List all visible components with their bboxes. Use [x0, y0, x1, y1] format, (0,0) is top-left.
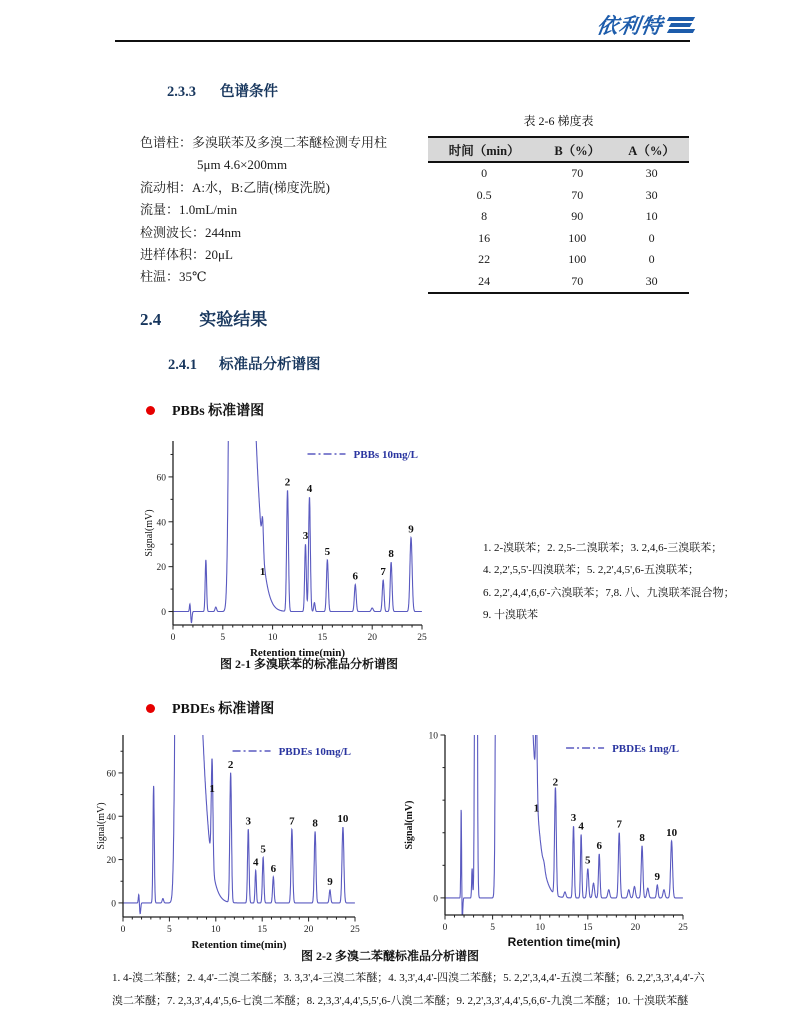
svg-text:5: 5	[220, 633, 226, 643]
peak-legend-line: 6. 2,2',4,4',6,6'-六溴联苯；7,8. 八、九溴联苯混合物；	[483, 586, 735, 599]
peak-label: 6	[352, 570, 359, 583]
pbbs-bullet-item	[146, 400, 264, 420]
chromatography-conditions	[140, 132, 440, 289]
table-row	[428, 271, 689, 294]
y-axis-label: Signal(mV)	[404, 800, 415, 850]
figure2-caption: 图 2-2 多溴二苯醚标准品分析谱图	[301, 949, 479, 963]
logo-text: 依利特	[595, 15, 665, 38]
condition-line: 5μm 4.6×200mm	[197, 157, 288, 173]
condition-line: 流动相：A:水，B:乙腈(梯度洗脱)	[140, 179, 330, 195]
table-row	[428, 185, 689, 207]
peak-label: 7	[289, 815, 295, 828]
table-cell: 22	[478, 252, 491, 267]
x-axis-label: Retention time(min)	[191, 939, 287, 951]
peak-label: 6	[596, 839, 602, 852]
svg-text:60: 60	[156, 473, 166, 484]
pbdes-compound-list	[112, 967, 794, 1013]
peak-label: 5	[260, 843, 266, 856]
peak-label: 1	[209, 782, 215, 795]
peak-label: 4	[306, 483, 313, 496]
peak-label: 3	[245, 815, 252, 828]
svg-text:15: 15	[583, 923, 593, 933]
peak-label: 4	[252, 856, 259, 869]
pbbs-chromatogram	[143, 427, 475, 670]
x-axis-label: Retention time(min)	[507, 935, 621, 949]
svg-text:5: 5	[490, 923, 495, 933]
peak-label: 4	[578, 820, 584, 833]
table-row	[428, 249, 689, 271]
table-row	[428, 206, 689, 228]
table-cell: 100	[568, 252, 587, 267]
svg-text:10: 10	[211, 925, 221, 935]
svg-text:20: 20	[630, 923, 641, 933]
svg-text:40: 40	[156, 518, 166, 529]
condition-line: 检测波长：244nm	[140, 224, 242, 240]
peak-label: 9	[327, 875, 333, 888]
column-header: A（%）	[614, 137, 689, 162]
svg-text:0: 0	[442, 923, 448, 933]
table-cell: 100	[568, 230, 587, 245]
svg-text:25: 25	[678, 923, 688, 933]
section-heading-24	[140, 305, 267, 330]
gradient-table-body	[428, 162, 689, 293]
section-heading-233	[167, 80, 278, 101]
peak-label: 2	[284, 476, 291, 489]
svg-text:40: 40	[106, 812, 116, 823]
svg-text:10: 10	[267, 633, 278, 643]
peak-label: 2	[227, 758, 234, 771]
svg-text:20: 20	[106, 856, 116, 867]
svg-text:20: 20	[156, 563, 166, 574]
peak-label: 3	[570, 812, 577, 825]
table-cell: 30	[645, 187, 658, 202]
svg-text:25: 25	[417, 633, 427, 643]
section-number: 2.4	[140, 310, 162, 329]
peak-label: 8	[312, 817, 318, 830]
condition-line: 进样体积：20μL	[140, 247, 233, 263]
legend-label: PBDEs 10mg/L	[278, 746, 351, 758]
peak-label: 6	[270, 862, 277, 875]
logo-stripes-icon	[668, 17, 694, 33]
section-title: 色谱条件	[220, 84, 278, 100]
column-header: B（%）	[540, 137, 614, 162]
table-cell: 10	[645, 209, 658, 224]
x-axis-label: Retention time(min)	[249, 647, 346, 659]
svg-text:0: 0	[111, 899, 116, 910]
table-cell: 70	[571, 166, 584, 181]
figure1-caption: 图 2-1 多溴联苯的标准品分析谱图	[220, 657, 398, 671]
svg-text:20: 20	[303, 925, 314, 935]
table-cell: 70	[571, 273, 584, 288]
svg-text:0: 0	[120, 925, 126, 935]
pbdes-bullet-item	[146, 698, 274, 718]
pbdes-1mg-chromatogram	[396, 727, 696, 970]
peak-label: 9	[654, 870, 661, 883]
svg-text:0: 0	[170, 633, 176, 643]
table-cell: 0	[481, 166, 488, 181]
header-rule	[115, 40, 690, 42]
condition-line: 柱温：35℃	[140, 269, 207, 285]
peak-label: 7	[616, 818, 622, 831]
section-title: 实验结果	[199, 310, 268, 329]
section-heading-241	[168, 353, 321, 374]
peak-label: 8	[639, 831, 645, 844]
svg-text:10: 10	[428, 731, 438, 742]
peak-label: 3	[302, 530, 309, 543]
chromatogram-trace	[445, 727, 683, 918]
table-cell: 16	[478, 230, 491, 245]
table-cell: 24	[478, 273, 491, 288]
peak-label: 5	[324, 545, 331, 558]
section-number: 2.4.1	[168, 357, 197, 373]
red-bullet-icon	[146, 704, 155, 713]
svg-text:10: 10	[535, 923, 545, 933]
pbdes-10mg-chromatogram	[96, 727, 368, 970]
bullet-label: PBBs 标准谱图	[172, 404, 265, 419]
svg-text:5: 5	[167, 925, 172, 935]
peak-label: 10	[666, 826, 678, 839]
table-title: 表 2-6 梯度表	[523, 114, 594, 128]
svg-text:0: 0	[433, 894, 438, 905]
section-title: 标准品分析谱图	[219, 357, 321, 373]
elite-logo	[578, 10, 694, 40]
peak-label: 10	[337, 813, 349, 826]
bullet-label: PBDEs 标准谱图	[172, 702, 275, 717]
red-bullet-icon	[146, 406, 155, 415]
condition-line: 流量：1.0mL/min	[140, 202, 238, 218]
peak-legend-line: 1. 2-溴联苯；2. 2,5-二溴联苯；3. 2,4,6-三溴联苯；	[483, 542, 723, 554]
gradient-table-block	[428, 112, 689, 294]
table-cell: 0.5	[476, 187, 492, 202]
table-row	[428, 228, 689, 250]
section-number: 2.3.3	[167, 84, 196, 100]
y-axis-label: Signal(mV)	[144, 509, 155, 557]
table-cell: 30	[645, 273, 658, 288]
peak-label: 7	[380, 566, 386, 579]
peak-legend-line: 4. 2,2',5,5'-四溴联苯；5. 2,2',4,5',6-五溴联苯；	[483, 564, 700, 577]
table-cell: 0	[648, 252, 655, 267]
svg-text:0: 0	[161, 608, 166, 619]
table-cell: 0	[648, 230, 655, 245]
svg-text:15: 15	[317, 633, 328, 643]
svg-text:60: 60	[106, 769, 116, 780]
column-header: 时间（min）	[428, 137, 540, 162]
pbbs-peak-legend	[483, 537, 788, 627]
peak-legend-line: 9. 十溴联苯	[483, 609, 538, 622]
gradient-table	[428, 136, 689, 294]
peak-label: 5	[585, 854, 591, 867]
table-cell: 90	[571, 209, 584, 224]
y-axis-label: Signal(mV)	[96, 802, 107, 850]
compound-list-line: 溴二苯醚；7. 2,3,3',4,4',5,6-七溴二苯醚；8. 2,3,3',4,4',5,5',6-八溴二苯醚；9. 2,2',3,3',4,4',5,6,6'-九溴二苯醚；10. 十溴联苯醚	[112, 995, 689, 1007]
gradient-table-header	[428, 137, 689, 162]
table-row	[428, 162, 689, 185]
table-cell: 70	[571, 187, 584, 202]
peak-label: 1	[533, 802, 540, 815]
table-cell: 30	[645, 166, 658, 181]
peak-label: 9	[408, 523, 414, 536]
condition-line: 色谱柱：多溴联苯及多溴二苯醚检测专用柱	[140, 135, 388, 150]
svg-text:25: 25	[350, 925, 360, 935]
peak-label: 1	[259, 566, 266, 579]
svg-text:20: 20	[367, 633, 377, 643]
legend-label: PBDEs 1mg/L	[612, 743, 679, 755]
peak-label: 2	[552, 776, 559, 789]
table-cell: 8	[481, 209, 488, 224]
compound-list-line: 1. 4-溴二苯醚；2. 4,4'-二溴二苯醚；3. 3,3',4-三溴二苯醚；4. 3,3',4,4'-四溴二苯醚；5. 2,2',3,4,4'-五溴二苯醚；6. 2,2',3,3',4,4'-六	[112, 972, 705, 984]
svg-text:15: 15	[257, 925, 267, 935]
peak-label: 8	[388, 548, 394, 561]
legend-label: PBBs 10mg/L	[353, 449, 418, 461]
